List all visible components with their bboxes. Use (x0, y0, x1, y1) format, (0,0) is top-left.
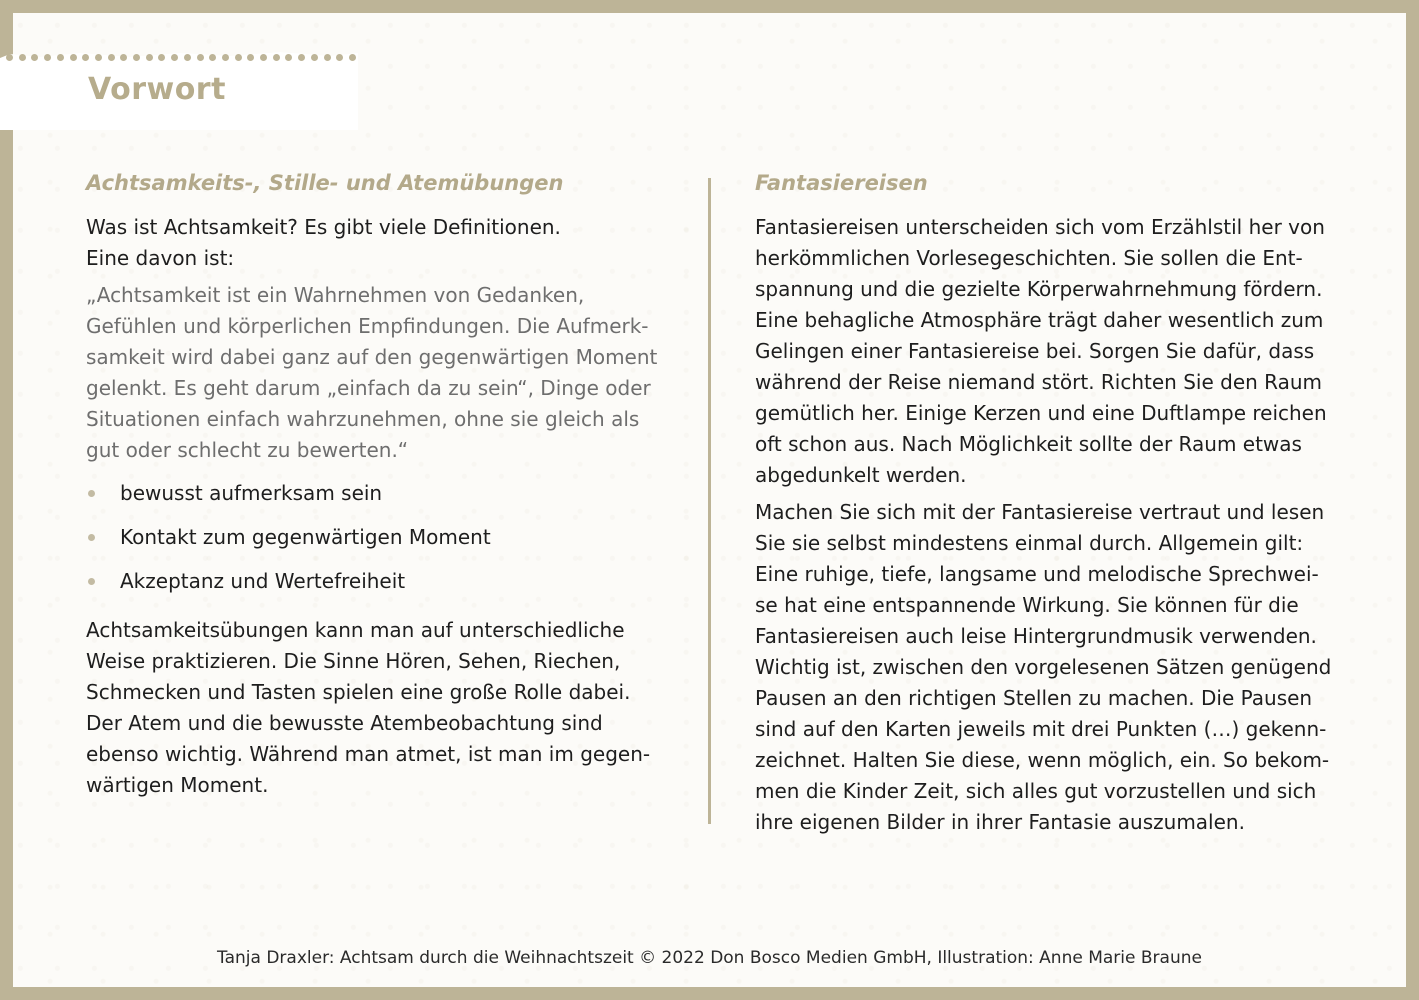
paragraph-1: Fantasiereisen unterscheiden sich vom Erzählstil her von herkömmlichen Vorlesegeschichten. Sie sollen die Ent- spannung und die gezielte Körperwahrnehmung fördern. Eine behagliche Atmosphäre trägt daher wesentlich zum Gelingen einer Fantasiereise bei. Sorgen Sie dafür, dass während der Reise niemand stört. Richten Sie den Raum gemütlich her. Einige Kerzen und eine Duftlampe reichen oft schon aus. Nach Möglichkeit sollte der Raum etwas abgedunkelt werden. (755, 215, 1327, 487)
page-title: Vorwort (88, 72, 226, 107)
copyright-footer: Tanja Draxler: Achtsam durch die Weihnachtszeit © 2022 Don Bosco Medien GmbH, Illustration: Anne Marie Braune (217, 948, 1202, 968)
left-column (86, 168, 686, 807)
list-item: Akzeptanz und Wertefreiheit (86, 566, 686, 597)
bullet-icon (88, 490, 95, 497)
list-item: bewusst aufmerksam sein (86, 478, 686, 509)
bullet-icon (88, 578, 95, 585)
bullet-list (86, 478, 686, 597)
quote-text: „Achtsamkeit ist ein Wahrnehmen von Gedanken, Gefühlen und körperlichen Empfindungen. Die Aufmerk- samkeit wird dabei ganz auf den gegenwärtigen Moment gelenkt. Es geht darum „einfach da zu sein“, Dinge oder Situationen einfach wahrzunehmen, ohne sie gleich als gut oder schlecht zu bewerten.“ (86, 283, 658, 462)
intro-text: Was ist Achtsamkeit? Es gibt viele Definitionen. Eine davon ist: (86, 215, 561, 270)
right-column (755, 168, 1355, 844)
closing-text: Achtsamkeitsübungen kann man auf unterschiedliche Weise praktizieren. Die Sinne Hören, Sehen, Riechen, Schmecken und Tasten spielen eine große Rolle dabei. Der Atem und die bewusste Atembeobachtung sind ebenso wichtig. Während man atmet, ist man im gegen- wärtigen Moment. (86, 618, 651, 797)
right-heading: Fantasiereisen (755, 171, 928, 195)
tab-perforation (6, 52, 356, 62)
list-item: Kontakt zum gegenwärtigen Moment (86, 522, 686, 553)
left-heading: Achtsamkeits-, Stille- und Atemübungen (86, 171, 564, 195)
column-divider (708, 178, 711, 824)
bullet-icon (88, 534, 95, 541)
paragraph-2: Machen Sie sich mit der Fantasiereise vertraut und lesen Sie sie selbst mindestens einmal durch. Allgemein gilt: Eine ruhige, tiefe, langsame und melodische Sprechwei- se hat eine entspannende Wirkung. Sie können für die Fantasiereisen auch leise Hintergrundmusik verwenden. Wichtig ist, zwischen den vorgelesenen Sätzen genügend Pausen an den richtigen Stellen zu machen. Die Pausen sind auf den Karten jeweils mit drei Punkten (…) gekenn- zeichnet. Halten Sie diese, wenn möglich, ein. So bekom- men die Kinder Zeit, sich alles gut vorzustellen und sich ihre eigenen Bilder in ihrer Fantasie auszumalen. (755, 500, 1332, 834)
